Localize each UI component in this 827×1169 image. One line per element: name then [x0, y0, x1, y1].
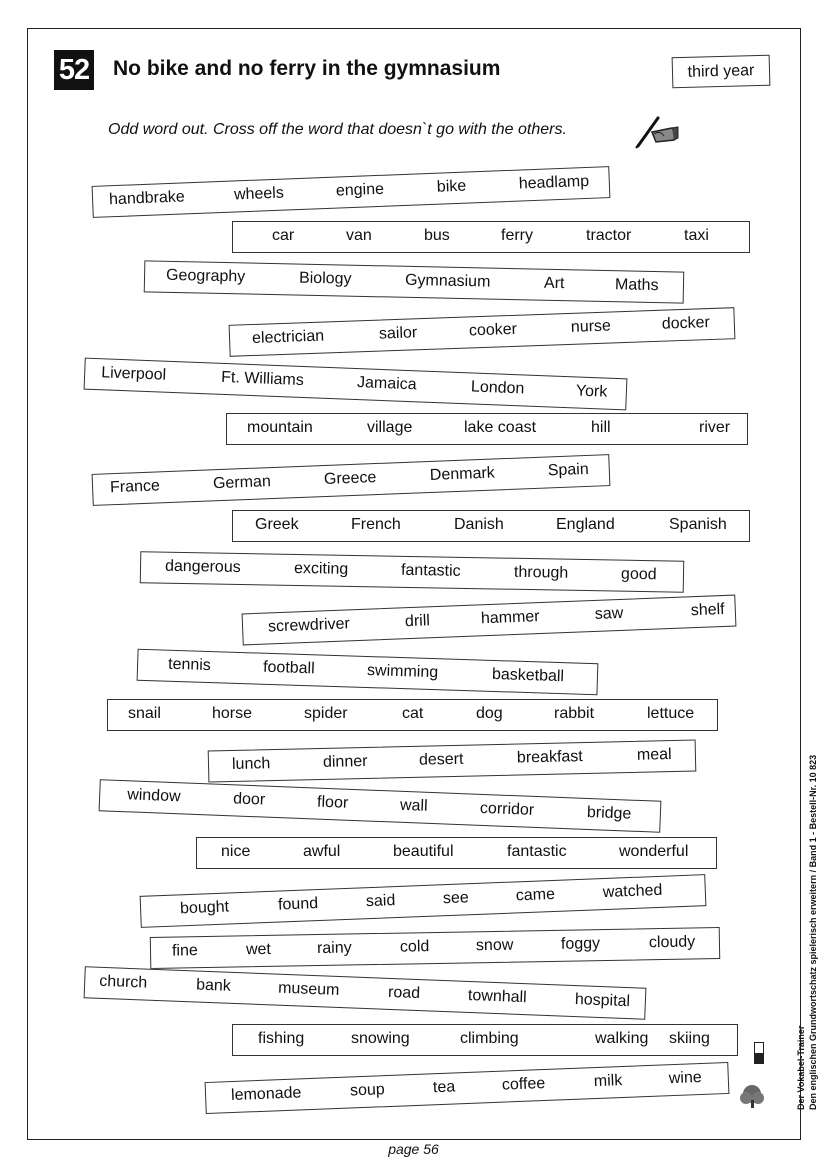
- word-option[interactable]: Spanish: [669, 516, 727, 533]
- word-option[interactable]: said: [365, 892, 396, 911]
- word-option[interactable]: skiing: [669, 1030, 710, 1047]
- word-option[interactable]: nice: [221, 843, 251, 860]
- word-option[interactable]: York: [575, 382, 608, 401]
- word-option[interactable]: ferry: [501, 227, 533, 244]
- word-option[interactable]: Ft. Williams: [220, 368, 305, 390]
- level-badge: third year: [672, 55, 771, 89]
- word-option[interactable]: corridor: [479, 799, 535, 819]
- word-option[interactable]: France: [109, 477, 161, 497]
- page-title: No bike and no ferry in the gymnasium: [113, 57, 501, 80]
- word-option[interactable]: London: [470, 378, 525, 398]
- word-option[interactable]: breakfast: [516, 748, 583, 767]
- word-option[interactable]: awful: [303, 843, 341, 860]
- instruction-text: Odd word out. Cross off the word that doesn`t go with the others.: [108, 121, 567, 138]
- word-option[interactable]: fantastic: [507, 843, 567, 860]
- word-option[interactable]: docker: [661, 314, 711, 333]
- word-option[interactable]: bus: [424, 227, 450, 244]
- word-option[interactable]: football: [262, 658, 315, 678]
- word-option[interactable]: French: [351, 516, 401, 533]
- side-caption: [795, 755, 819, 1110]
- word-option[interactable]: sailor: [378, 324, 418, 343]
- word-option[interactable]: nurse: [570, 317, 612, 336]
- word-option[interactable]: door: [232, 790, 266, 809]
- word-strip: [232, 510, 750, 542]
- word-option[interactable]: electrician: [251, 327, 325, 348]
- word-option[interactable]: Maths: [614, 276, 659, 295]
- word-option[interactable]: cloudy: [648, 933, 696, 952]
- word-option[interactable]: Greek: [255, 516, 299, 533]
- word-option[interactable]: lettuce: [647, 705, 695, 722]
- word-option[interactable]: Liverpool: [100, 364, 167, 384]
- word-option[interactable]: wine: [668, 1068, 703, 1088]
- word-option[interactable]: Biology: [298, 269, 352, 288]
- word-strip: [232, 1024, 738, 1056]
- word-option[interactable]: bought: [179, 898, 230, 918]
- word-option[interactable]: hill: [591, 419, 611, 436]
- word-option[interactable]: milk: [593, 1072, 623, 1091]
- word-option[interactable]: watched: [602, 881, 663, 902]
- word-option[interactable]: wet: [245, 940, 272, 959]
- word-option[interactable]: Art: [543, 274, 565, 293]
- word-option[interactable]: fine: [171, 942, 198, 960]
- word-option[interactable]: Spain: [547, 460, 590, 480]
- word-option[interactable]: wonderful: [619, 843, 689, 860]
- word-option[interactable]: through: [513, 563, 569, 582]
- word-strip: [226, 413, 748, 445]
- word-option[interactable]: swimming: [366, 661, 439, 682]
- word-option[interactable]: screwdriver: [267, 615, 351, 636]
- word-option[interactable]: cooker: [468, 320, 518, 340]
- tree-logo-icon: [738, 1040, 778, 1110]
- word-option[interactable]: snowing: [351, 1030, 410, 1047]
- word-option[interactable]: fishing: [258, 1030, 305, 1047]
- word-option[interactable]: dinner: [322, 752, 368, 771]
- word-option[interactable]: German: [212, 473, 272, 493]
- word-option[interactable]: beautiful: [393, 843, 454, 860]
- word-option[interactable]: window: [126, 786, 181, 806]
- word-option[interactable]: headlamp: [518, 172, 590, 193]
- word-option[interactable]: walking: [595, 1030, 649, 1047]
- word-option[interactable]: handbrake: [108, 188, 186, 209]
- word-option[interactable]: saw: [594, 604, 624, 623]
- word-option[interactable]: lake coast: [464, 419, 537, 436]
- word-option[interactable]: lemonade: [230, 1084, 302, 1105]
- word-option[interactable]: snail: [128, 705, 161, 722]
- word-option[interactable]: hospital: [574, 991, 631, 1011]
- page-number: page 56: [388, 1141, 439, 1157]
- word-option[interactable]: Gymnasium: [404, 271, 491, 291]
- word-option[interactable]: mountain: [247, 419, 313, 436]
- word-option[interactable]: hammer: [480, 608, 540, 628]
- word-option[interactable]: dangerous: [164, 557, 241, 577]
- word-option[interactable]: climbing: [460, 1030, 519, 1047]
- word-option[interactable]: cat: [402, 705, 424, 722]
- word-option[interactable]: wheels: [233, 184, 285, 204]
- word-strip: [107, 699, 718, 731]
- word-option[interactable]: good: [620, 565, 657, 584]
- word-option[interactable]: exciting: [293, 559, 349, 578]
- word-option[interactable]: Greece: [323, 469, 377, 489]
- word-strip: [232, 221, 750, 253]
- side-caption-line2: Den englischen Grundwortschatz spielerisch erweitern / Band 1 - Bestell-Nr. 10 823: [808, 754, 818, 1110]
- word-option[interactable]: rainy: [316, 939, 352, 958]
- word-option[interactable]: dog: [476, 705, 503, 722]
- word-option[interactable]: drill: [404, 612, 431, 631]
- word-option[interactable]: tennis: [167, 655, 212, 675]
- word-option[interactable]: river: [699, 419, 731, 436]
- word-option[interactable]: foggy: [560, 935, 601, 953]
- word-option[interactable]: church: [98, 972, 148, 992]
- word-option[interactable]: bank: [195, 976, 232, 995]
- word-option[interactable]: rabbit: [554, 705, 595, 722]
- word-option[interactable]: road: [387, 983, 421, 1003]
- word-option[interactable]: desert: [418, 750, 464, 769]
- word-option[interactable]: floor: [316, 793, 349, 812]
- word-option[interactable]: taxi: [684, 227, 709, 244]
- word-strip: [196, 837, 717, 869]
- word-option[interactable]: horse: [212, 705, 253, 722]
- word-option[interactable]: soup: [349, 1081, 386, 1100]
- word-option[interactable]: Geography: [165, 266, 246, 286]
- word-option[interactable]: spider: [304, 705, 348, 722]
- word-option[interactable]: wall: [399, 796, 428, 815]
- word-option[interactable]: shelf: [690, 600, 725, 620]
- word-option[interactable]: fantastic: [400, 561, 461, 580]
- word-option[interactable]: cold: [399, 938, 430, 956]
- word-option[interactable]: England: [556, 516, 615, 533]
- word-option[interactable]: bridge: [586, 803, 632, 823]
- word-option[interactable]: Danish: [454, 516, 504, 533]
- word-option[interactable]: Denmark: [429, 464, 496, 484]
- pen-hand-icon: [634, 110, 680, 150]
- word-option[interactable]: Jamaica: [356, 374, 417, 394]
- word-option[interactable]: lunch: [231, 755, 271, 773]
- word-option[interactable]: engine: [335, 180, 385, 200]
- word-option[interactable]: museum: [277, 979, 340, 1000]
- word-option[interactable]: tractor: [586, 227, 632, 244]
- side-caption-line1: Der Vokabel-Trainer: [796, 1025, 806, 1110]
- word-option[interactable]: village: [367, 419, 413, 436]
- word-option[interactable]: coffee: [501, 1075, 546, 1094]
- word-option[interactable]: came: [515, 885, 556, 905]
- word-option[interactable]: bike: [436, 177, 467, 196]
- word-option[interactable]: basketball: [491, 665, 565, 686]
- word-option[interactable]: see: [442, 889, 470, 908]
- exercise-number: 52: [54, 50, 94, 90]
- word-option[interactable]: tea: [432, 1078, 456, 1097]
- word-option[interactable]: found: [277, 895, 319, 914]
- word-option[interactable]: townhall: [467, 986, 527, 1007]
- word-option[interactable]: snow: [475, 936, 514, 955]
- word-option[interactable]: van: [346, 227, 372, 244]
- word-option[interactable]: car: [272, 227, 295, 244]
- word-option[interactable]: meal: [636, 746, 672, 764]
